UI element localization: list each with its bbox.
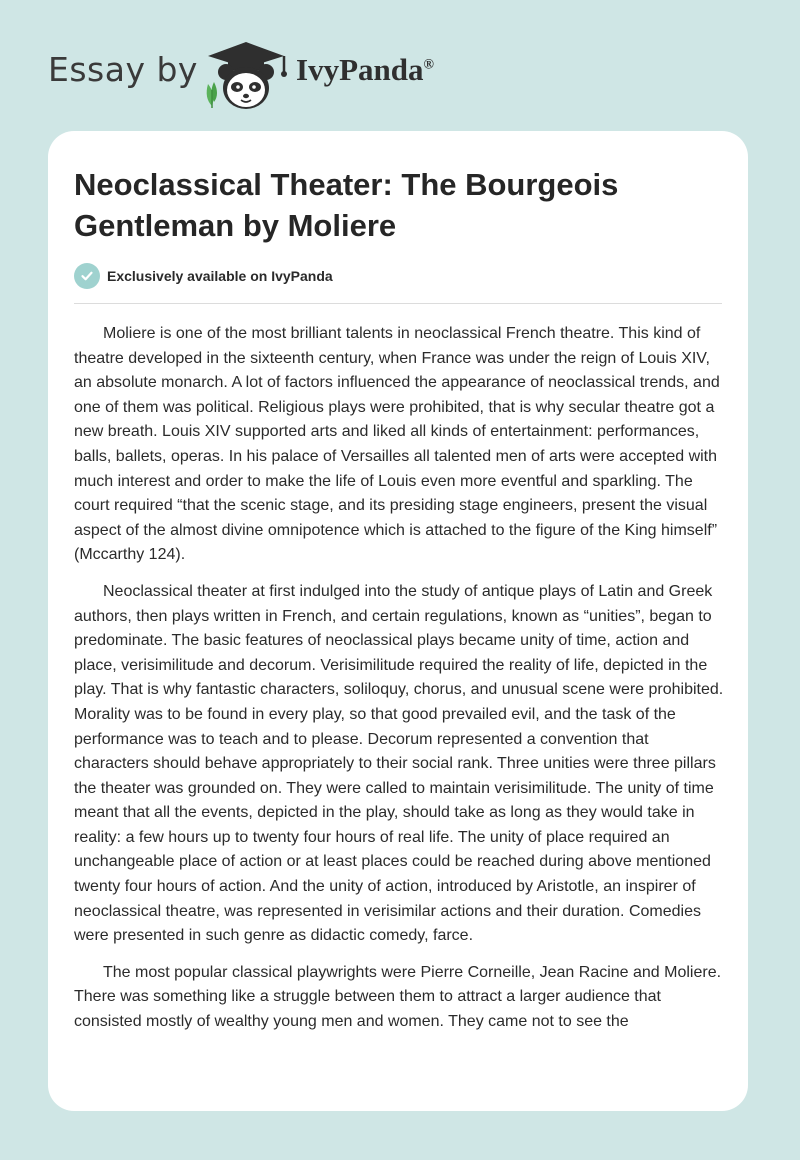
panda-graduate-logo-icon[interactable] — [200, 36, 292, 112]
divider — [74, 303, 722, 304]
check-circle-icon — [74, 263, 100, 289]
page-title: Neoclassical Theater: The Bourgeois Gentleman by Moliere — [74, 167, 619, 243]
paragraph: The most popular classical playwrights were Pierre Corneille, Jean Racine and Moliere. There was something like a struggle between them to attract a larger audience that consisted mostly of wealthy young men and women. They came not to see the — [74, 963, 722, 1031]
paragraph: Moliere is one of the most brilliant talents in neoclassical French theatre. This kind of theatre developed in the sixteenth century, when France was under the reign of Louis XIV, an absolute monarch. A lot of factors influenced the appearance of neoclassical trends, and one of them was political. Religious plays were prohibited, that is why secular theatre got a new breath. Louis XIV supported arts and liked all kinds of entertainment: performances, balls, ballets, operas. In his palace of Versailles all talented men of arts were accepted with much interest and order to make the life of Louis even more eventful and sparkling. The court required “that the scenic stage, and its presiding stage engineers, present the visual aspect of the almost divine omnipotence which is attached to the figure of the King himself” (Mccarthy 124). — [74, 325, 720, 564]
paragraph: Neoclassical theater at first indulged into the study of antique plays of Latin and Greek authors, then plays written in French, and certain regulations, known as “unities”, began to predominate. The basic features of neoclassical plays became unity of time, action and place, verisimilitude and decorum. Verisimilitude required the reality of life, depicted in the play. That is why fantastic characters, soliloquy, chorus, and unusual scene were prohibited. Morality was to be found in every play, so that good prevailed evil, and the task of the performance was to teach and to please. Decorum represented a convention that characters should behave appropriately to their social rank. Three unities were three pillars the theater was grounded on. They were called to maintain verisimilitude. The unity of time meant that all the events, depicted in the play, should take as long as they would take in reality: a few hours up to twenty four hours of real life. The unity of place required an unchangeable place of action or at least places could be reached during above mentioned twenty four hours of action. And the unity of action, introduced by Aristotle, an inspirer of neoclassical theatre, was represented in verisimilar actions and their duration. Comedies were presented in such genre as didactic comedy, farce. — [74, 582, 724, 945]
essay-by-label: Essay by — [48, 50, 198, 89]
brand-name[interactable]: IvyPanda® — [296, 52, 434, 87]
essay-card — [48, 131, 748, 1111]
exclusive-badge — [74, 263, 333, 289]
essay-body — [74, 322, 724, 1047]
badge-label: Exclusively available on IvyPanda — [107, 268, 333, 284]
site-header — [0, 0, 800, 130]
